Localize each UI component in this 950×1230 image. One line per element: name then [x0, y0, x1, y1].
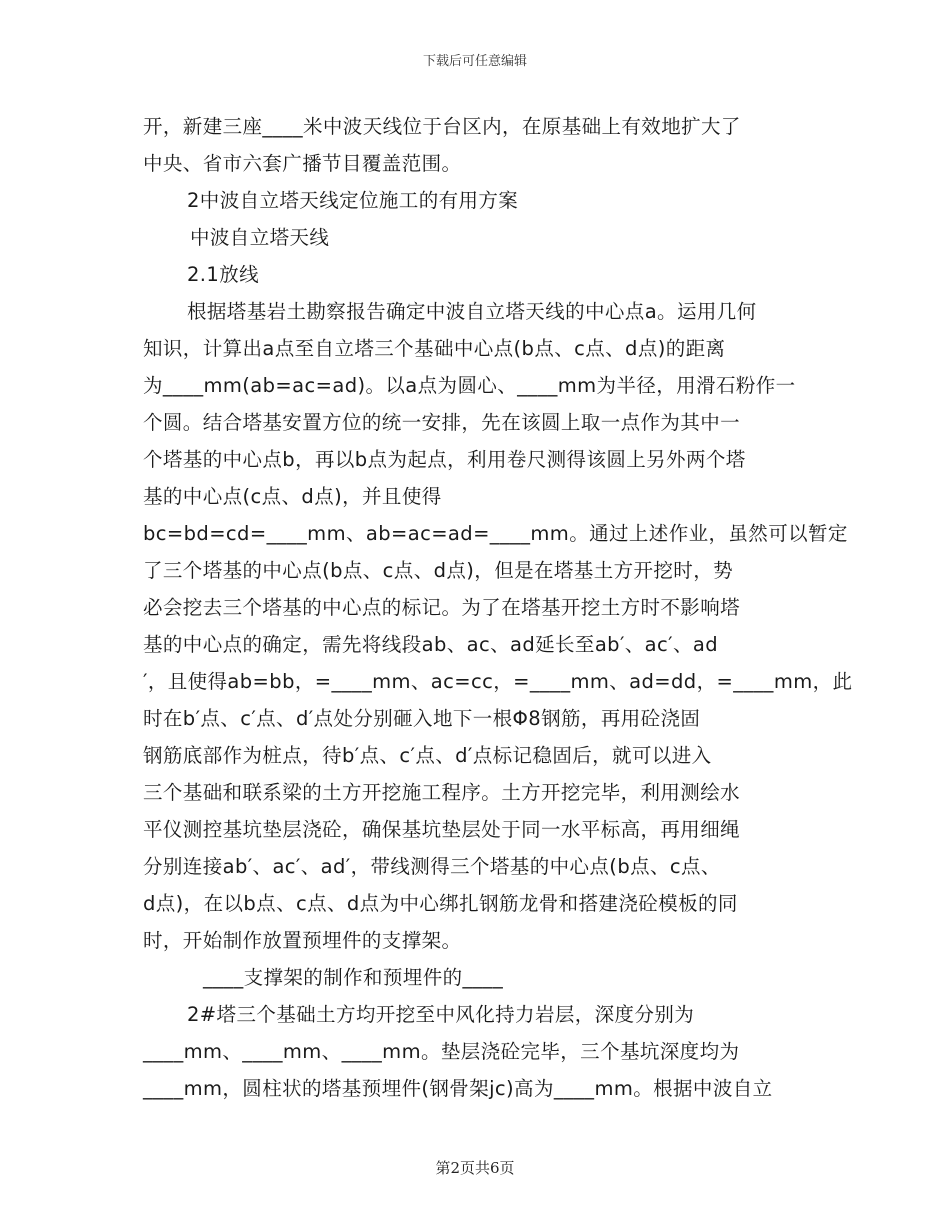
- text-line: 开，新建三座____米中波天线位于台区内，在原基础上有效地扩大了: [143, 115, 741, 138]
- subheading: 中波自立塔天线: [190, 226, 330, 249]
- text-line: 时，开始制作放置预埋件的支撑架。: [143, 929, 462, 952]
- text-line: 个塔基的中心点b，再以b点为起点，利用卷尺测得该圆上另外两个塔: [143, 448, 746, 471]
- text-line: 平仪测控基坑垫层浇砼，确保基坑垫层处于同一水平标高，再用细绳: [143, 818, 741, 841]
- text-line: 必会挖去三个塔基的中心点的标记。为了在塔基开挖土方时不影响塔: [143, 596, 741, 619]
- document-body: [143, 108, 853, 1107]
- text-line: 钢筋底部作为桩点，待b′点、c′点、d′点标记稳固后，就可以进入: [143, 744, 712, 767]
- text-line: bc=bd=cd=____mm、ab=ac=ad=____mm。通过上述作业，虽然可以暂定: [143, 522, 848, 545]
- page-footer: 第2页共6页: [435, 1159, 515, 1177]
- text-line: 时在b′点、c′点、d′点处分别砸入地下一根Φ8钢筋，再用砼浇固: [143, 707, 701, 730]
- text-line: 基的中心点(c点、d点)，并且使得: [143, 485, 442, 508]
- text-line: d点)，在以b点、c点、d点为中心绑扎钢筋龙骨和搭建浇砼模板的同: [143, 892, 738, 915]
- text-line: 了三个塔基的中心点(b点、c点、d点)，但是在塔基土方开挖时，势: [143, 559, 733, 582]
- text-line: ____mm、____mm、____mm。垫层浇砼完毕，三个基坑深度均为: [143, 1040, 740, 1063]
- text-line: 分别连接ab′、ac′、ad′，带线测得三个塔基的中心点(b点、c点、: [143, 855, 721, 878]
- subsection-heading: 2.1放线: [187, 263, 260, 286]
- text-line: 个圆。结合塔基安置方位的统一安排，先在该圆上取一点作为其中一: [143, 411, 741, 434]
- section-heading: 2中波自立塔天线定位施工的有用方案: [187, 189, 519, 212]
- text-line: 基的中心点的确定，需先将线段ab、ac、ad延长至ab′、ac′、ad: [143, 633, 719, 656]
- text-line: 根据塔基岩土勘察报告确定中波自立塔天线的中心点a。运用几何: [187, 300, 757, 323]
- subsection-heading: ____支撑架的制作和预埋件的____: [203, 966, 504, 989]
- page-header: 下载后可任意编辑: [422, 54, 527, 69]
- text-line: 为____mm(ab=ac=ad)。以a点为圆心、____mm为半径，用滑石粉作一: [143, 374, 796, 397]
- text-line: 中央、省市六套广播节目覆盖范围。: [143, 152, 462, 175]
- text-line: 知识，计算出a点至自立塔三个基础中心点(b点、c点、d点)的距离: [143, 337, 726, 360]
- text-line: ′，且使得ab=bb，=____mm、ac=cc，=____mm、ad=dd，=____mm，此: [143, 670, 853, 693]
- text-line: 2#塔三个基础土方均开挖至中风化持力岩层，深度分别为: [187, 1003, 695, 1026]
- text-line: 三个基础和联系梁的土方开挖施工程序。土方开挖完毕，利用测绘水: [143, 781, 741, 804]
- text-line: ____mm，圆柱状的塔基预埋件(钢骨架jc)高为____mm。根据中波自立: [143, 1077, 773, 1100]
